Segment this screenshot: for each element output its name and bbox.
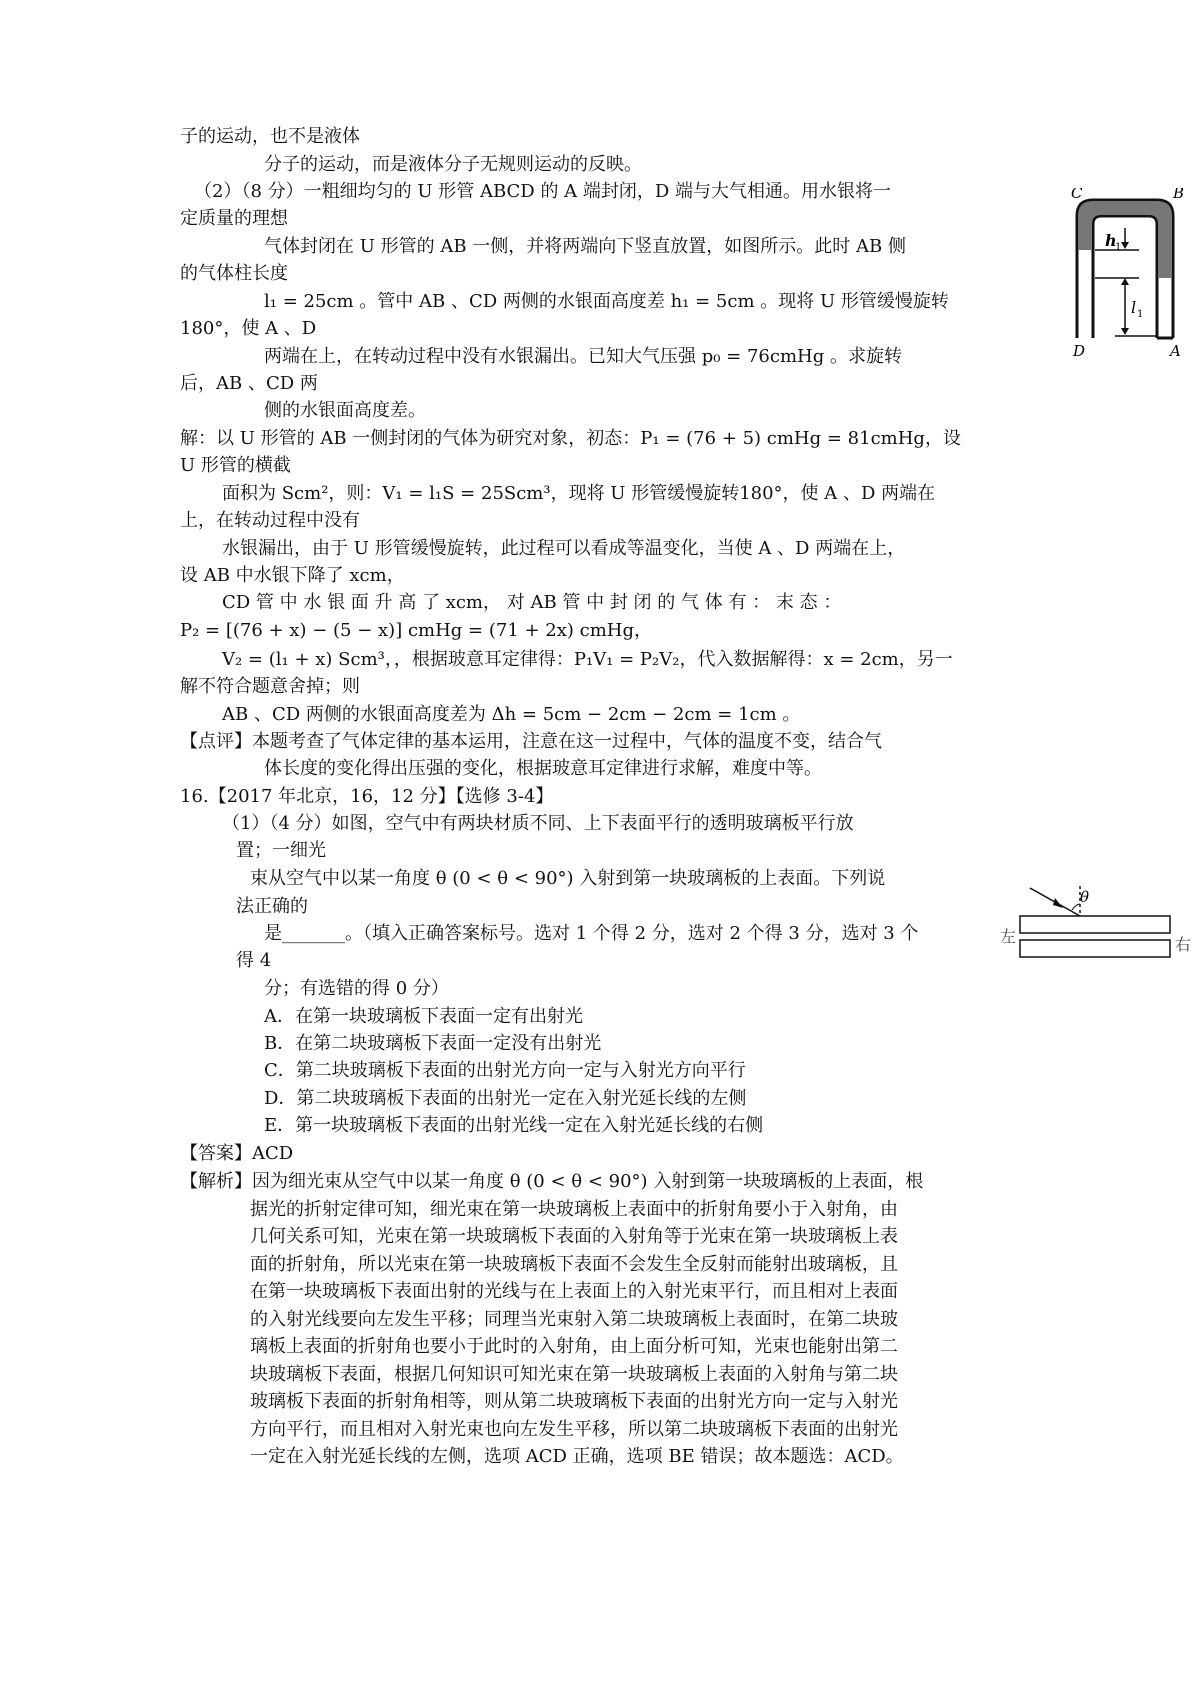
text-line: 是_______。（填入正确答案标号。选对 1 个得 2 分，选对 2 个得 3 分，选对 3 个 [264,923,919,944]
label-b: B [1173,188,1185,202]
text-line: 【点评】本题考查了气体定律的基本运用，注意在这一过程中，气体的温度不变，结合气 [180,731,882,752]
text-line: U 形管的横截 [180,455,291,476]
h1-label: h [1105,231,1117,250]
label-c: C [1071,188,1083,202]
label-a: A [1170,342,1181,360]
h1-subscript: 1 [1115,242,1122,253]
left-label: 左 [1000,927,1017,946]
text-line: 设 AB 中水银下降了 xcm， [180,565,405,586]
text-line: 水银漏出，由于 U 形管缓慢旋转，此过程可以看成等温变化，当使 A 、D 两端在上， [222,538,906,559]
text-line: 置；一细光 [236,840,326,861]
text-line: CD 管 中 水 银 面 升 高 了 xcm， 对 AB 管 中 封 闭 的 气 体 有 ： 末 态 ： [222,592,842,613]
right-label: 右 [1175,935,1192,954]
text-line: E．第一块玻璃板下表面的出射光线一定在入射光延长线的右侧 [264,1115,764,1136]
text-line: 面的折射角，所以光束在第一块玻璃板下表面不会发生全反射而能射出玻璃板，且 [250,1254,898,1275]
text-line: 面积为 Scm²，则：V₁ = l₁S = 25Scm³，现将 U 形管缓慢旋转180°，使 A 、D 两端在 [222,483,936,504]
text-line: 几何关系可知，光束在第一块玻璃板下表面的入射角等于光束在第一块玻璃板上表 [250,1226,898,1247]
glass-plates-figure [1000,880,1195,970]
text-line: D．第二块玻璃板下表面的出射光一定在入射光延长线的左侧 [264,1088,747,1109]
text-line: 在第一块玻璃板下表面出射的光线与在上表面上的入射光束平行，而且相对上表面 [250,1281,898,1302]
text-line: 【解析】因为细光束从空气中以某一角度 θ (0 < θ < 90°) 入射到第一块玻璃板的上表面，根 [180,1171,924,1192]
text-line: AB 、CD 两侧的水银面高度差为 Δh = 5cm − 2cm − 2cm = 1cm 。 [222,704,801,725]
text-line: 定质量的理想 [180,208,288,229]
text-line: l₁ = 25cm 。管中 AB 、CD 两侧的水银面高度差 h₁ = 5cm 。现将 U 形管缓慢旋转 [264,291,949,312]
text-line: （1）（4 分）如图，空气中有两块材质不同、上下表面平行的透明玻璃板平行放 [222,813,854,834]
text-line: 【答案】ACD [180,1143,294,1164]
text-line: 的气体柱长度 [180,263,288,284]
text-line: 侧的水银面高度差。 [264,400,426,421]
text-line: 解不符合题意舍掉；则 [180,676,360,697]
text-line: 束从空气中以某一角度 θ (0 < θ < 90°) 入射到第一块玻璃板的上表面。下列说 [250,868,886,889]
text-line: 分子的运动，而是液体分子无规则运动的反映。 [264,154,642,175]
l1-subscript: 1 [1137,309,1144,320]
text-line: 的入射光线要向左发生平移；同理当光束射入第二块玻璃板上表面时，在第二块玻 [250,1309,898,1330]
text-line: 得 4 [236,950,272,971]
text-line: 体长度的变化得出压强的变化，根据玻意耳定律进行求解，难度中等。 [264,758,822,779]
text-line: V₂ = (l₁ + x) Scm³，，根据玻意耳定律得：P₁V₁ = P₂V₂，代入数据解得：x = 2cm，另一 [222,649,953,670]
text-line: 玻璃板下表面的折射角相等，则从第二块玻璃板下表面的出射光方向一定与入射光 [250,1391,898,1412]
text-line: 180°，使 A 、D [180,318,317,339]
text-line: 后，AB 、CD 两 [180,373,318,394]
text-line: 块玻璃板下表面，根据几何知识可知光束在第一块玻璃板上表面的入射角与第二块 [250,1364,898,1385]
text-line: 法正确的 [236,896,308,917]
l1-label: l [1131,298,1137,317]
text-line: P₂ = [(76 + x) − (5 − x)] cmHg = (71 + 2x) cmHg， [180,620,653,641]
text-line: 气体封闭在 U 形管的 AB 一侧，并将两端向下竖直放置，如图所示。此时 AB 侧 [264,236,906,257]
text-line: 一定在入射光延长线的左侧，选项 ACD 正确，选项 BE 错误；故本题选：ACD。 [250,1446,904,1467]
text-line: （2）（8 分）一粗细均匀的 U 形管 ABCD 的 A 端封闭，D 端与大气相通。用水银将一 [194,181,892,202]
theta-label: θ [1080,888,1090,906]
label-d: D [1073,342,1086,360]
text-line: 分；有选错的得 0 分） [264,978,449,999]
text-line: A．在第一块玻璃板下表面一定有出射光 [264,1006,583,1027]
text-line: 两端在上，在转动过程中没有水银漏出。已知大气压强 p₀ = 76cmHg 。求旋转 [264,346,902,367]
text-line: 上，在转动过程中没有 [180,510,360,531]
text-line: 据光的折射定律可知，细光束在第一块玻璃板上表面中的折射角要小于入射角，由 [250,1199,898,1220]
u-tube-figure [1065,188,1190,373]
text-line: C．第二块玻璃板下表面的出射光方向一定与入射光方向平行 [264,1060,746,1081]
text-line: 解：以 U 形管的 AB 一侧封闭的气体为研究对象，初态：P₁ = (76 + 5) cmHg = 81cmHg，设 [180,428,961,449]
text-line: 方向平行，而且相对入射光束也向左发生平移，所以第二块玻璃板下表面的出射光 [250,1419,898,1440]
text-line: B．在第二块玻璃板下表面一定没有出射光 [264,1033,602,1054]
text-line: 16.【2017 年北京，16，12 分】【选修 3-4】 [180,786,554,807]
text-line: 子的运动，也不是液体 [180,126,360,147]
text-line: 璃板上表面的折射角也要小于此时的入射角，由上面分析可知，光束也能射出第二 [250,1336,898,1357]
